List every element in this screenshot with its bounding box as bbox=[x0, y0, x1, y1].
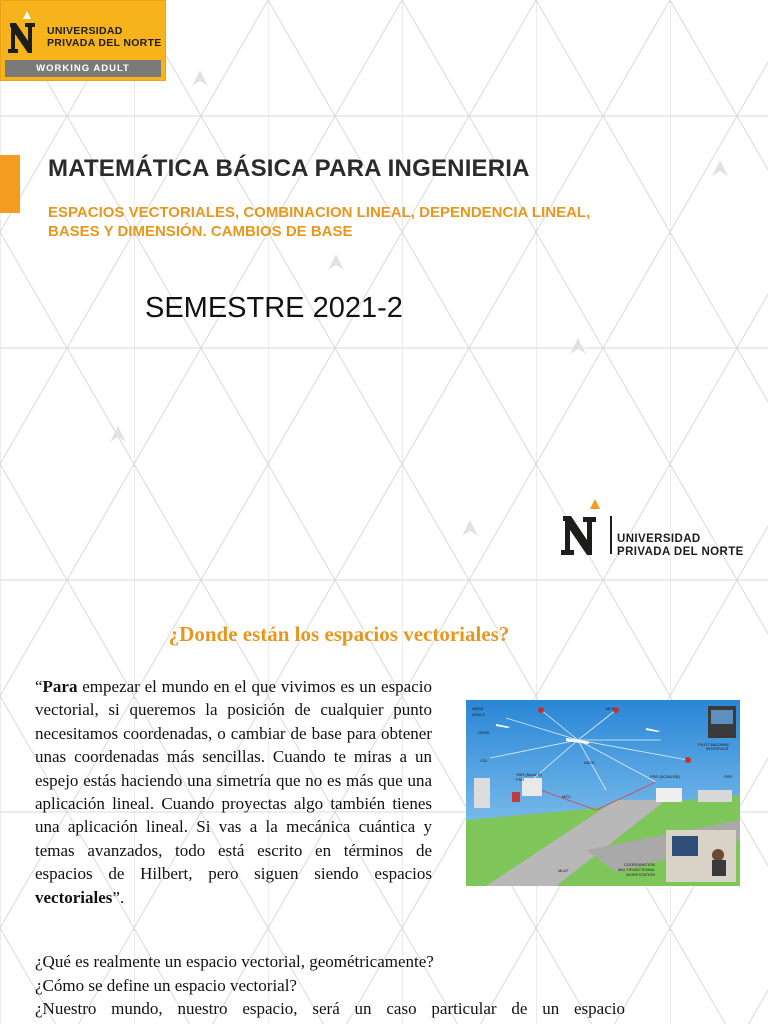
university-name-line2: PRIVADA DEL NORTE bbox=[617, 546, 744, 558]
question-item: ¿Qué es realmente un espacio vectorial, geométricamente? bbox=[35, 952, 434, 971]
svg-text:INTERFACE: INTERFACE bbox=[706, 746, 729, 751]
title-accent-bar bbox=[0, 155, 20, 213]
subtitle-line2: BASES Y DIMENSIÓN. CAMBIOS DE BASE bbox=[48, 223, 353, 240]
working-adult-band: WORKING ADULT bbox=[5, 60, 161, 77]
close-quote: ”. bbox=[112, 887, 125, 907]
open-quote: “ bbox=[35, 677, 43, 696]
course-subtitle bbox=[48, 203, 688, 241]
university-name-line1: UNIVERSIDAD bbox=[617, 533, 701, 545]
quote-paragraph bbox=[35, 675, 432, 909]
quote-bold-start: Para bbox=[42, 677, 78, 696]
air-traffic-network-illustration bbox=[466, 700, 740, 886]
svg-text:VDL: VDL bbox=[480, 758, 488, 763]
upn-n-logo-icon bbox=[560, 498, 604, 556]
university-name-line2: PRIVADA DEL NORTE bbox=[47, 37, 162, 49]
university-name bbox=[617, 533, 744, 559]
svg-text:ASDLS: ASDLS bbox=[472, 712, 486, 717]
svg-text:PILOT-MACHINE: PILOT-MACHINE bbox=[698, 742, 730, 747]
upn-working-adult-logo bbox=[0, 0, 166, 81]
svg-text:SSR: SSR bbox=[724, 774, 733, 779]
quote-bold-end: vectoriales bbox=[35, 887, 113, 907]
upn-logo-large bbox=[560, 498, 760, 558]
svg-text:MLAT: MLAT bbox=[558, 868, 569, 873]
svg-text:ASDE: ASDE bbox=[584, 760, 595, 765]
questions-list bbox=[35, 950, 625, 1021]
question-item: ¿Cómo se define un espacio vectorial? bbox=[35, 975, 297, 995]
svg-text:MCC: MCC bbox=[562, 794, 572, 799]
svg-text:PSR (ACAS/GB): PSR (ACAS/GB) bbox=[650, 774, 680, 779]
logo-separator bbox=[610, 516, 612, 554]
quote-body: empezar el mundo en el que vivimos es un espacio vectorial, si queremos la posición de cualquier punto necesitamos coordenadas, o cambiar de base para obtener unas coordenadas más sencillas. Cuando te miras a un espejo estás haciendo una simetría que no es más que una aplicación lineal. Cuando proyectas algo también tienes una aplicación lineal. Si vas a la mecánica cuántica y temas avanzados, todo está escrito en términos de espacios de Hilbert, pero siguen siendo espacios bbox=[35, 677, 432, 884]
svg-text:AMSS: AMSS bbox=[472, 706, 484, 711]
semester-label: SEMESTRE 2021-2 bbox=[145, 292, 403, 324]
svg-text:GNSS: GNSS bbox=[478, 730, 490, 735]
svg-text:PSR: PSR bbox=[516, 777, 525, 782]
university-name-line1: UNIVERSIDAD bbox=[47, 25, 123, 37]
svg-text:MLS: MLS bbox=[606, 706, 615, 711]
slide-title: ¿Donde están los espacios vectoriales? bbox=[168, 622, 510, 646]
question-item: ¿Nuestro mundo, nuestro espacio, será un caso particular de un espacio bbox=[35, 999, 625, 1018]
content-slide bbox=[0, 600, 768, 1024]
svg-text:COORDINATION: COORDINATION bbox=[624, 862, 655, 867]
subtitle-line1: ESPACIOS VECTORIALES, COMBINACION LINEAL, DEPENDENCIA LINEAL, bbox=[48, 204, 591, 221]
svg-text:SSR (Mode S): SSR (Mode S) bbox=[516, 772, 542, 777]
university-name bbox=[47, 25, 162, 49]
svg-text:MULTIFUNCTIONAL: MULTIFUNCTIONAL bbox=[618, 867, 656, 872]
course-title: MATEMÁTICA BÁSICA PARA INGENIERIA bbox=[48, 155, 530, 182]
svg-text:WORKSTATION: WORKSTATION bbox=[626, 872, 656, 877]
upn-n-logo-icon bbox=[7, 9, 41, 55]
